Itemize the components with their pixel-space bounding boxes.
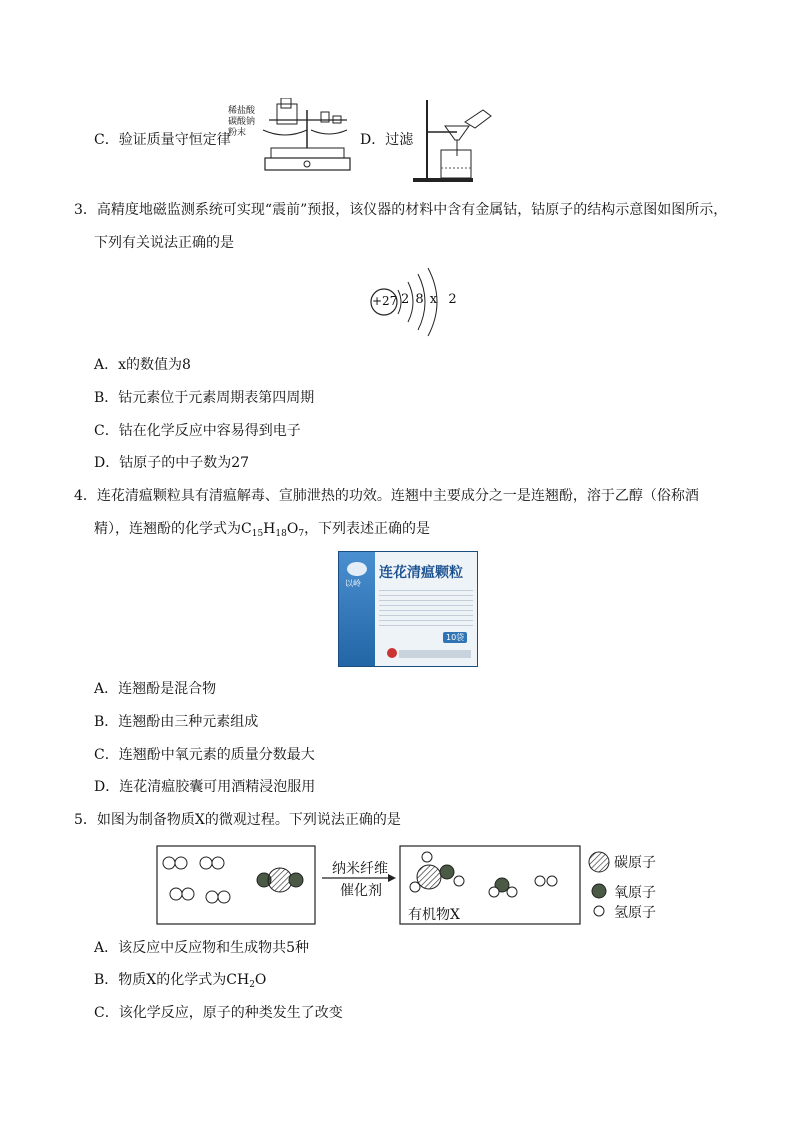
q5-option-a: A．该反应中反应物和生成物共5种 [94, 940, 310, 956]
q5-option-b-pre: B．物质X的化学式为CH [94, 972, 250, 988]
label-hcl: 稀盐酸 [228, 106, 256, 116]
q3-option-d: D．钴原子的中子数为27 [94, 455, 250, 471]
q4-option-d: D．连花清瘟胶囊可用酒精浸泡服用 [94, 779, 316, 795]
box-fine-print [379, 590, 473, 630]
q2-option-c: C．验证质量守恒定律 [94, 132, 231, 148]
atom-shell-electrons: 2 8 x 2 [401, 292, 458, 307]
formula-h-count: 18 [275, 529, 287, 539]
legend-oxygen: 氧原子 [614, 885, 656, 901]
formula-o-count: 7 [298, 529, 305, 539]
box-count-badge: 10袋 [443, 632, 467, 643]
q4-option-b: B．连翘酚由三种元素组成 [94, 714, 259, 730]
arrow-label-bottom: 催化剂 [340, 883, 382, 899]
q4-stem-post: ，下列表述正确的是 [304, 521, 431, 537]
q5-stem: 5．如图为制备物质X的微观过程。下列说法正确的是 [74, 812, 401, 828]
balance-apparatus [255, 98, 355, 178]
atom-nucleus-charge: +27 [372, 294, 398, 308]
q2-option-d: D．过滤 [360, 132, 414, 148]
manufacturer-logo-icon [387, 648, 397, 658]
q4-stem-line2 [94, 519, 430, 544]
q4-option-c: C．连翘酚中氧元素的质量分数最大 [94, 747, 315, 763]
q5-option-b [94, 970, 266, 995]
legend-carbon: 碳原子 [614, 855, 656, 871]
label-na2co3: 碳酸钠 [228, 117, 256, 127]
q5-option-c: C．该化学反应，原子的种类发生了改变 [94, 1005, 343, 1021]
q3-stem-line2: 下列有关说法正确的是 [94, 235, 234, 251]
q3-option-c: C．钴在化学反应中容易得到电子 [94, 423, 301, 439]
legend-hydrogen: 氢原子 [614, 905, 656, 921]
q2-c-labels [228, 106, 255, 139]
q4-option-a: A．连翘酚是混合物 [94, 681, 217, 697]
medicine-box-image [338, 551, 478, 667]
box-manufacturer-bar [399, 650, 471, 658]
q4-stem-line1: 4．连花清瘟颗粒具有清瘟解毒、宣肺泄热的功效。连翘中主要成分之一是连翘酚，溶于乙醇（俗称酒 [74, 488, 699, 504]
q3-stem-line1: 3．高精度地磁监测系统可实现“震前”预报，该仪器的材料中含有金属钴，钴原子的结构示意图如图所示， [74, 202, 728, 218]
label-powder: 粉末 [228, 128, 247, 138]
brand-logo-icon [347, 562, 367, 576]
arrow-label-top: 纳米纤维 [332, 861, 388, 877]
q3-option-a: A．x的数值为8 [94, 357, 191, 373]
q4-stem-pre: 精），连翘酚的化学式为C [94, 521, 252, 537]
q5-option-b-post: O [254, 972, 267, 988]
filtration-apparatus [405, 94, 495, 184]
formula-c-count: 15 [251, 529, 264, 539]
product-label: 有机物X [408, 907, 460, 923]
q3-option-b: B．钴元素位于元素周期表第四周期 [94, 390, 315, 406]
formula-h: H [263, 521, 276, 537]
box-brand: 以岭 [345, 579, 361, 588]
q5-option-b-sub: 2 [249, 980, 255, 990]
formula-o: O [286, 521, 299, 537]
box-title: 连花清瘟颗粒 [379, 565, 463, 581]
